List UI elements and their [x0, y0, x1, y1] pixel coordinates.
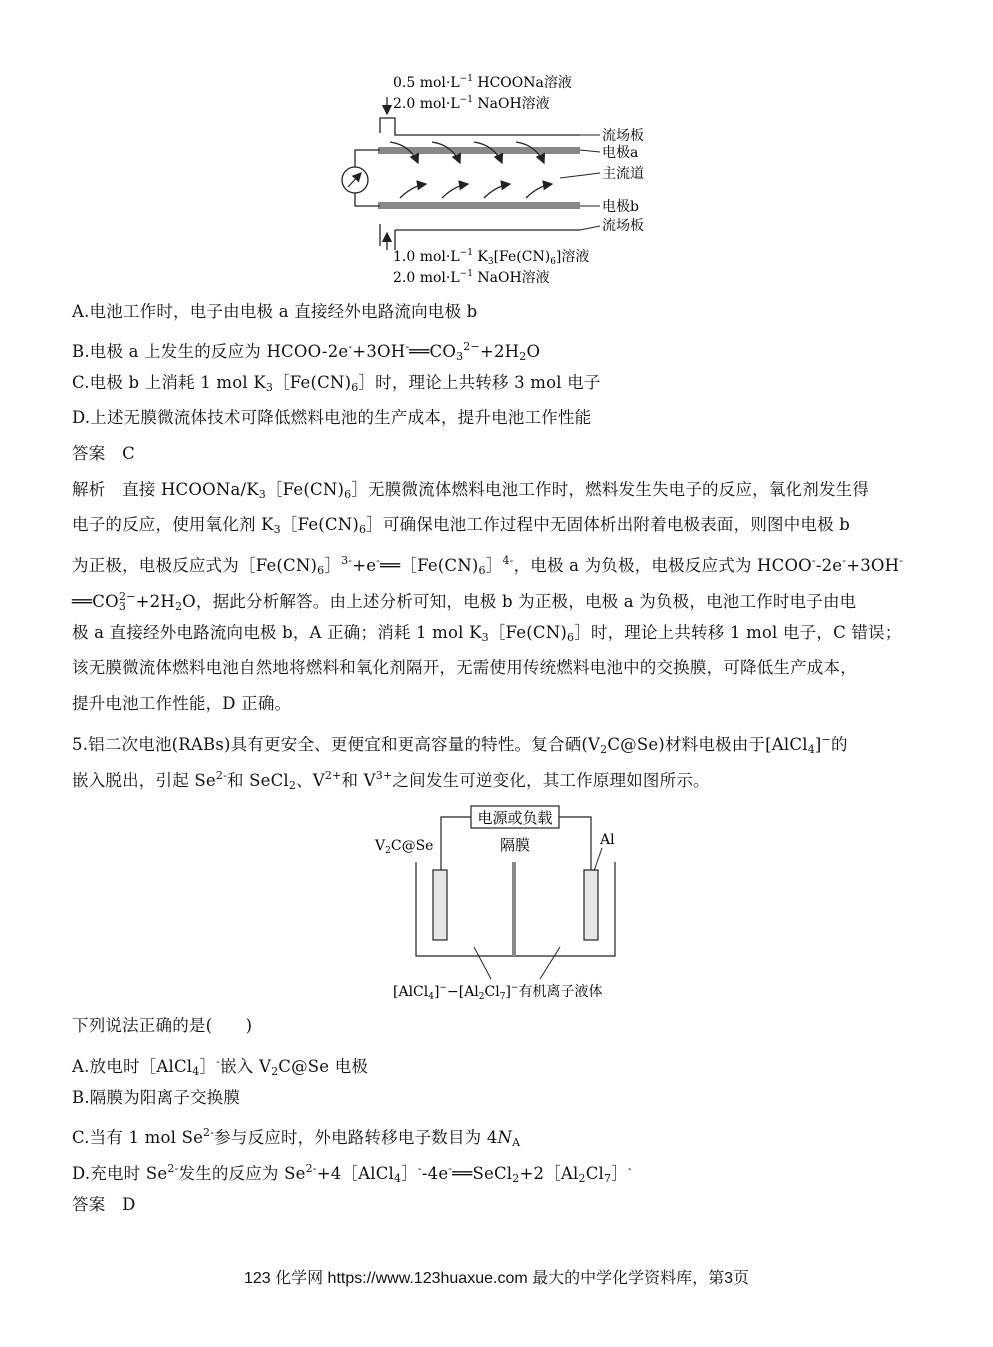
q4-explanation-line-6: 该无膜微流体燃料电池自然地将燃料和氧化剂隔开，无需使用传统燃料电池中的交换膜，可降低生产成本，: [72, 658, 857, 677]
q4-explanation-line-5: 极 a 直接经外电路流向电极 b，A 正确；消耗 1 mol $K_3[Fe(CN)_6]$时，理论上共转移 1 mol 电子，C 错误；: [72, 623, 902, 644]
fig1-bottom-line-1: 1.0 $mol\cdot L^{-1}$ $K_3[Fe(CN)_6]$溶液: [393, 248, 590, 267]
label-main-channel: 主流道: [602, 166, 644, 182]
q5-option-a: A.放电时［AlCl$_4$］-嵌入 $V_2C@Se$ 电极: [72, 1055, 369, 1078]
label-plate-top: 流场板: [602, 128, 644, 144]
electrode-al: [584, 870, 598, 940]
figure-aluminum-battery: [0, 795, 993, 1015]
label-plate-bottom: 流场板: [602, 218, 644, 234]
q5-option-d: D.充电时 $Se^{2-}$发生的反应为 $Se^{2-}+4[AlCl_4]^--4e^-══SeCl_2+2[Al_2Cl_7]^-$: [72, 1162, 632, 1185]
q5-stem-line-1: 5.铝二次电池(RABs)具有更安全、更便宜和更高容量的特性。复合硒$(V_2C@Se)$材料电极由于[AlCl$_4$]−的: [72, 733, 848, 756]
fig1-top-line-1: 0.5 $mol\cdot L^{-1}$ HCOONa溶液: [393, 74, 572, 91]
right-electrode-label: Al: [600, 832, 615, 848]
q4-option-a: A.电池工作时，电子由电极 a 直接经外电路流向电极 b: [72, 302, 478, 321]
q4-explanation-line-3: 为正极，电极反应式为$[Fe(CN)_6]^{3-}+e^-══[Fe(CN)_6]^{4-}$，电极 a 为负极，电极反应式为 HCOO--2e-+3OH-: [72, 554, 904, 577]
q5-answer: 答案 D: [72, 1195, 136, 1214]
electrode-v2c-se: [433, 870, 447, 940]
q5-option-c: C.当有 1 mol $Se^{2-}$参与反应时，外电路转移电子数目为 $4N_A$: [72, 1126, 521, 1149]
q4-explanation-line-1: 解析 直接 HCOONa/$K_3[Fe(CN)_6]$无膜微流体燃料电池工作时，燃料发生失电子的反应，氧化剂发生得: [72, 480, 870, 501]
membrane: [512, 862, 516, 956]
label-electrode-a: 电极a: [602, 145, 639, 161]
left-electrode-label: $V_2C@Se$: [375, 838, 434, 856]
power-load-label: 电源或负载: [477, 809, 553, 827]
q4-explanation-line-7: 提升电池工作性能，D 正确。: [72, 694, 292, 713]
figure-microfluidic-cell: [0, 0, 993, 290]
membrane-label: 隔膜: [499, 836, 531, 854]
page-footer: 123 化学网 https://www.123huaxue.com 最大的中学化学资料库，第3页: [243, 1270, 750, 1287]
q5-option-b: B.隔膜为阳离子交换膜: [72, 1088, 241, 1107]
electrolyte-label: $[AlCl_4]^--[Al_2Cl_7]^-$有机离子液体: [393, 983, 603, 1002]
fig1-bottom-line-2: 2.0 $mol\cdot L^{-1}$ NaOH溶液: [393, 269, 550, 286]
q4-answer: 答案 C: [72, 444, 135, 463]
q5-stem-line-2: 嵌入脱出，引起 $Se^{2-}$和 SeCl$_2$、$V^{2+}$和 $V^{3+}$之间发生可逆变化，其工作原理如图所示。: [72, 769, 710, 792]
q4-option-b: B.电极 a 上发生的反应为 HCOO-$2e^-+3OH^-══CO_3^{2-}+2H_2O$: [72, 340, 541, 363]
q5-prompt: 下列说法正确的是( ): [72, 1016, 253, 1035]
q4-explanation-line-4: $══CO_3^{2-}+2H_2O$，据此分析解答。由上述分析可知，电极 b 为正极，电极 a 为负极，电池工作时电子由电: [72, 590, 857, 613]
q4-option-c: C.电极 b 上消耗 1 mol $K_3[Fe(CN)_6]$时，理论上共转移 3 mol 电子: [72, 373, 601, 394]
fig1-top-line-2: 2.0 $mol\cdot L^{-1}$ NaOH溶液: [393, 95, 550, 112]
label-electrode-b: 电极b: [602, 199, 639, 215]
q4-explanation-line-2: 电子的反应，使用氧化剂 $K_3[Fe(CN)_6]$可确保电池工作过程中无固体析出附着电极表面，则图中电极 b: [72, 515, 851, 536]
q4-option-d: D.上述无膜微流体技术可降低燃料电池的生产成本，提升电池工作性能: [72, 408, 592, 427]
